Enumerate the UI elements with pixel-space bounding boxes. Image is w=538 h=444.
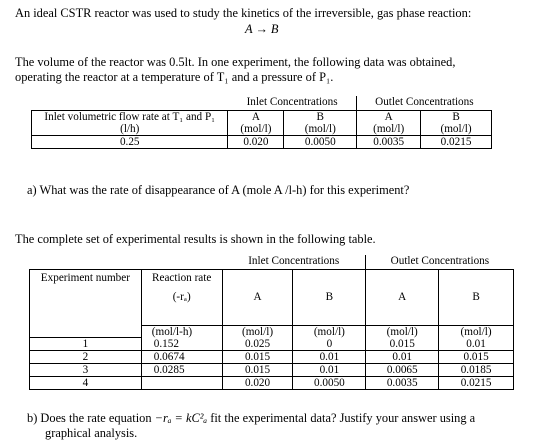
t2-group-outlet: Outlet Concentrations <box>366 255 514 269</box>
setup-line-2: operating the reactor at a temperature of T₁ and a pressure of P₁. <box>15 70 334 84</box>
t2-cell: 0.0215 <box>439 377 514 390</box>
t1-cell: 0.0215 <box>421 135 492 148</box>
t2-cell: 0.025 <box>222 338 293 351</box>
t2-group-inlet: Inlet Concentrations <box>222 255 366 269</box>
question-b-line-2: graphical analysis. <box>45 426 138 440</box>
t2-header-spacer <box>366 269 439 291</box>
t1-unit-b-in: (mol/l) <box>284 123 357 136</box>
t1-unit-a-in: (mol/l) <box>228 123 284 136</box>
t2-cell: 3 <box>30 364 142 377</box>
setup-line-1: The volume of the reactor was 0.5lt. In one experiment, the following data was obtained, <box>15 55 456 69</box>
t1-unit-a-out: (mol/l) <box>357 123 421 136</box>
rate-equation: −rₐ = kC²ₐ <box>154 411 208 425</box>
t1-group-inlet: Inlet Concentrations <box>228 96 357 110</box>
t1-group-outlet: Outlet Concentrations <box>357 96 492 110</box>
t2-header-a-out: A <box>366 291 439 325</box>
intro-text: An ideal CSTR reactor was used to study the kinetics of the irreversible, gas phase reaction: <box>15 6 472 20</box>
t2-cell: 0.0285 <box>141 364 222 377</box>
t2-cell: 0.01 <box>293 364 366 377</box>
table-row <box>30 338 514 351</box>
table-row <box>30 377 514 390</box>
t2-unit-b-in: (mol/l) <box>293 325 366 338</box>
t2-cell: 0.020 <box>222 377 293 390</box>
t1-cell: 0.020 <box>228 135 284 148</box>
question-a: a) What was the rate of disappearance of A (mole A /l-h) for this experiment? <box>27 183 410 197</box>
t2-cell: 0.0185 <box>439 364 514 377</box>
t2-header-rate: Reaction rate <box>141 269 222 291</box>
t2-cell <box>141 377 222 390</box>
t2-cell: 0 <box>293 338 366 351</box>
t2-header-a-in: A <box>222 291 293 325</box>
t2-unit-b-out: (mol/l) <box>439 325 514 338</box>
t2-header-rate-symbol: (-rₐ) <box>141 291 222 325</box>
experiment-table-2 <box>29 255 514 390</box>
t2-header-spacer <box>439 269 514 291</box>
t2-cell: 1 <box>30 338 142 351</box>
t2-header-spacer <box>222 269 293 291</box>
complete-set-text: The complete set of experimental results is shown in the following table. <box>15 232 376 246</box>
t2-cell: 0.01 <box>366 351 439 364</box>
t2-cell: 2 <box>30 351 142 364</box>
t2-cell: 0.0065 <box>366 364 439 377</box>
t1-header-a-in: A <box>228 110 284 123</box>
t2-cell: 0.01 <box>293 351 366 364</box>
t2-cell: 0.0674 <box>141 351 222 364</box>
t1-header-b-out: B <box>421 110 492 123</box>
t2-cell: 0.015 <box>439 351 514 364</box>
t2-cell: 0.015 <box>366 338 439 351</box>
t2-cell: 0.152 <box>141 338 222 351</box>
t1-cell: 0.0035 <box>357 135 421 148</box>
t2-header-b-in: B <box>293 291 366 325</box>
t2-header-exp: Experiment number <box>30 269 142 291</box>
experiment-table-1 <box>31 96 492 149</box>
table-row <box>30 351 514 364</box>
t1-cell: 0.0050 <box>284 135 357 148</box>
t2-unit-a-in: (mol/l) <box>222 325 293 338</box>
t1-unit-b-out: (mol/l) <box>421 123 492 136</box>
t2-header-spacer <box>293 269 366 291</box>
t1-unit-flow: (l/h) <box>32 123 228 136</box>
reaction-equation: A → B <box>245 22 279 36</box>
t1-header-a-out: A <box>357 110 421 123</box>
t2-unit-rate: (mol/l-h) <box>141 325 222 338</box>
t1-cell: 0.25 <box>32 135 228 148</box>
t2-cell: 0.0035 <box>366 377 439 390</box>
t2-cell: 0.015 <box>222 351 293 364</box>
question-b-suffix: fit the experimental data? Justify your answer using a <box>207 411 476 425</box>
t2-cell: 0.015 <box>222 364 293 377</box>
t2-cell: 0.01 <box>439 338 514 351</box>
table-row <box>30 364 514 377</box>
t1-header-flow: Inlet volumetric flow rate at T₁ and P₁ <box>32 110 228 123</box>
t2-header-b-out: B <box>439 291 514 325</box>
question-b-prefix: b) Does the rate equation <box>27 411 155 425</box>
t2-unit-a-out: (mol/l) <box>366 325 439 338</box>
t2-cell: 0.0050 <box>293 377 366 390</box>
t2-cell: 4 <box>30 377 142 390</box>
question-b <box>27 411 475 426</box>
t1-header-b-in: B <box>284 110 357 123</box>
